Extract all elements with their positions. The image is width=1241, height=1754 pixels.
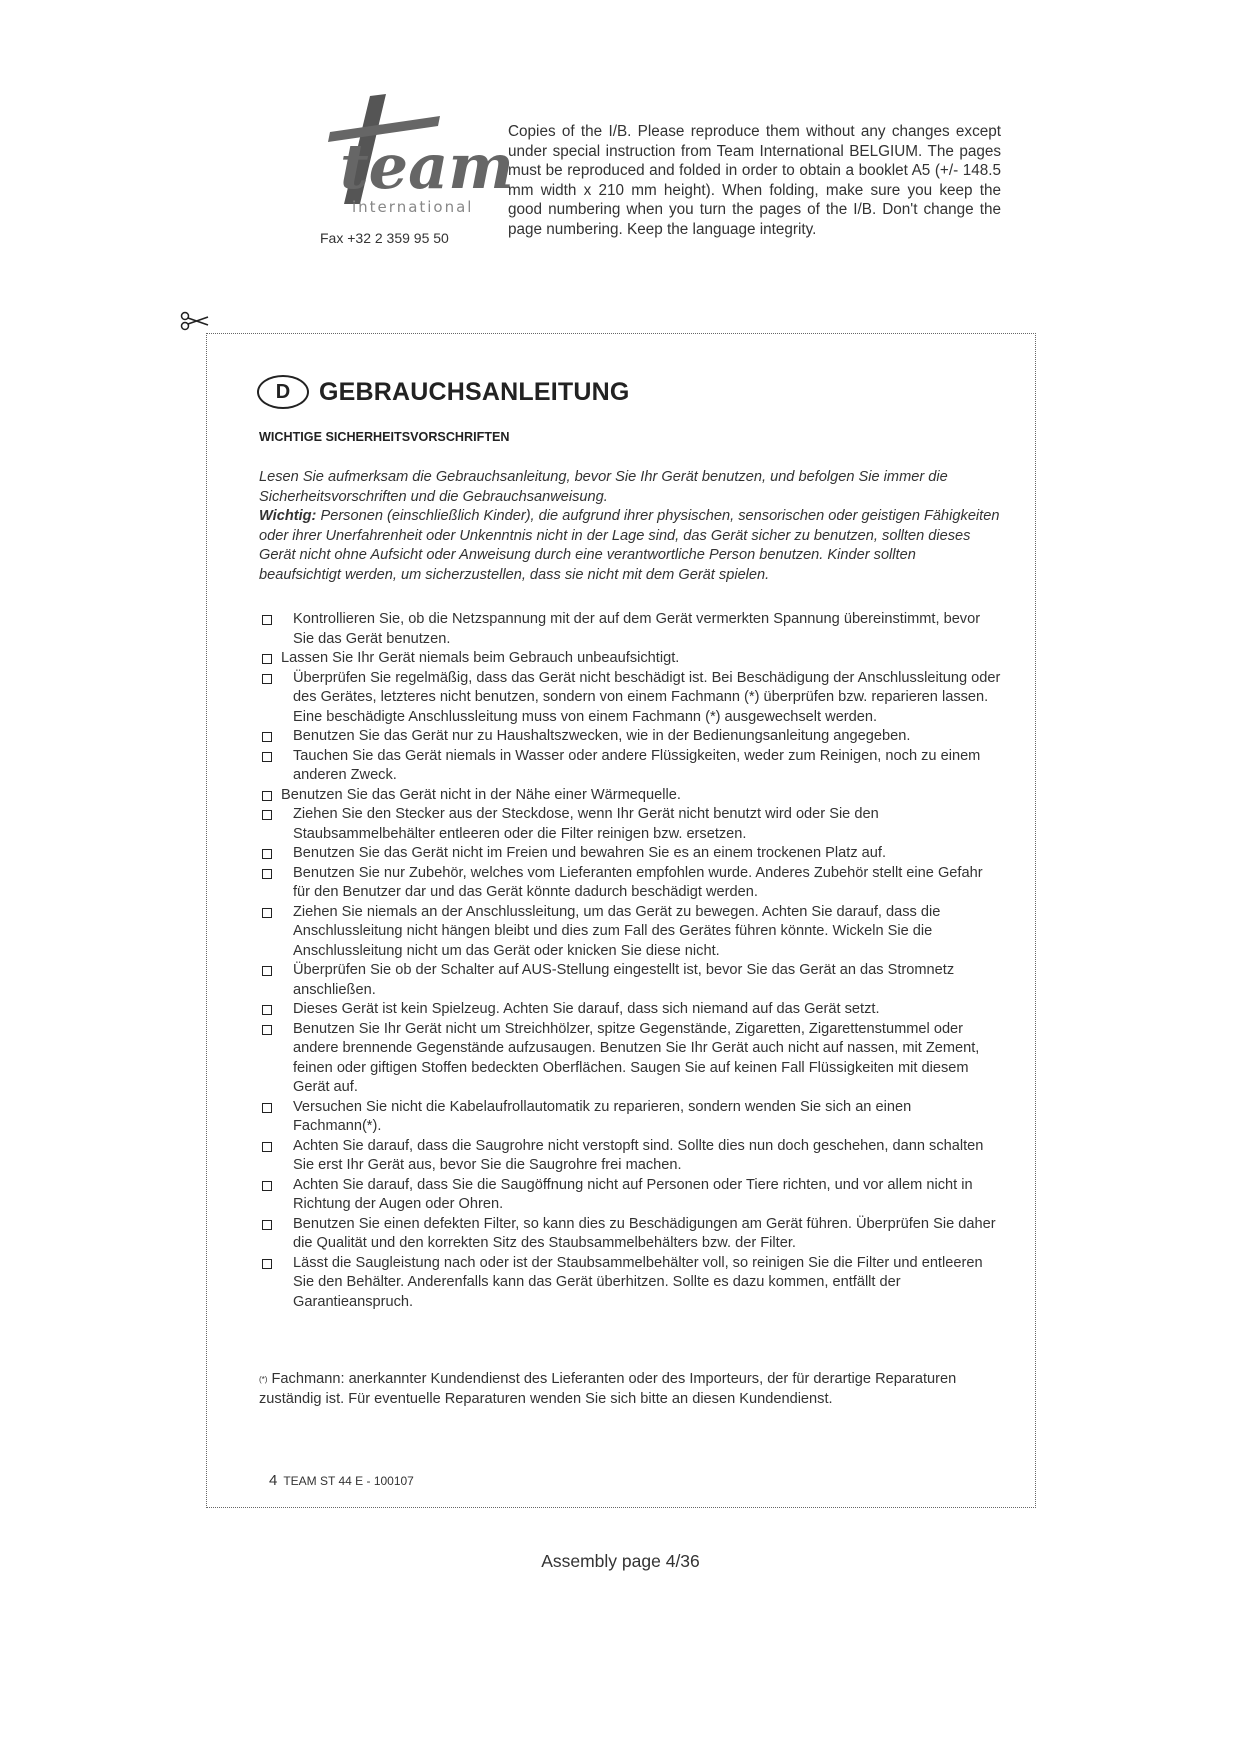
checkbox-bullet-icon: [262, 849, 272, 859]
list-item: [259, 1137, 1001, 1176]
rule-text: Ziehen Sie niemals an der Anschlussleitung, um das Gerät zu bewegen. Achten Sie darauf, dass die Anschlussleitung nicht hängen bleibt und dies zum Fall des Gerätes führen könnte. Wickeln Sie die Anschlussleitung nicht um das Gerät oder knicken Sie diese nicht.: [293, 903, 941, 959]
important-text: Personen (einschließlich Kinder), die aufgrund ihrer physischen, sensorischen oder geistigen Fähigkeiten oder ihrer Unerfahrenheit oder Unkenntnis nicht in der Lage sind, das Gerät sicher zu benutzen, sollten dieses Gerät nicht ohne Aufsicht oder Anweisung durch eine verantwortliche Person benutzen. Kinder sollten beaufsichtigt werden, um sicherzustellen, dass sie nicht mit dem Gerät spielen.: [259, 508, 1000, 583]
rule-text: Kontrollieren Sie, ob die Netzspannung mit der auf dem Gerät vermerkten Spannung übereinstimmt, bevor Sie das Gerät benutzen.: [293, 611, 981, 647]
list-item: [259, 786, 1001, 806]
team-logo: [300, 92, 514, 217]
header: [300, 92, 1020, 262]
list-item: [259, 1020, 1001, 1098]
rule-text: Dieses Gerät ist kein Spielzeug. Achten Sie darauf, dass sich niemand auf das Gerät setzt.: [293, 1001, 880, 1017]
checkbox-bullet-icon: [262, 1142, 272, 1152]
fax-number: Fax +32 2 359 95 50: [320, 230, 449, 246]
rule-text: Benutzen Sie einen defekten Filter, so kann dies zu Beschädigungen am Gerät führen. Überprüfen Sie daher die Qualität und den korrekten Sitz des Staubsammelbehälters bzw. der Filter.: [293, 1215, 996, 1251]
intro-text: [259, 468, 1001, 585]
checkbox-bullet-icon: [262, 1005, 272, 1015]
checkbox-bullet-icon: [262, 1220, 272, 1230]
rule-text: Ziehen Sie den Stecker aus der Steckdose, wenn Ihr Gerät nicht benutzt wird oder Sie den Staubsammelbehälter entleeren oder die Filter reinigen bzw. ersetzen.: [293, 806, 879, 842]
checkbox-bullet-icon: [262, 615, 272, 625]
checkbox-bullet-icon: [262, 732, 272, 742]
page-title: GEBRAUCHSANLEITUNG: [319, 377, 630, 406]
list-item: [259, 649, 1001, 669]
rule-text: Lässt die Saugleistung nach oder ist der Staubsammelbehälter voll, so reinigen Sie die Filter und entleeren Sie den Behälter. Anderenfalls kann das Gerät überhitzen. Sollte es dazu kommen, entfällt der Garantieanspruch.: [293, 1254, 983, 1310]
checkbox-bullet-icon: [262, 674, 272, 684]
checkbox-bullet-icon: [262, 1181, 272, 1191]
list-item: [259, 1254, 1001, 1313]
rule-text: Benutzen Sie das Gerät nicht in der Nähe einer Wärmequelle.: [281, 786, 681, 803]
footnote-mark: (*): [259, 1375, 268, 1384]
checkbox-bullet-icon: [262, 908, 272, 918]
checkbox-bullet-icon: [262, 752, 272, 762]
footnote-text: Fachmann: anerkannter Kundendienst des Lieferanten oder des Importeurs, der für derartige Reparaturen zuständig ist. Für eventuelle Reparaturen wenden Sie sich bitte an diesen Kundendienst.: [259, 1371, 957, 1407]
checkbox-bullet-icon: [262, 810, 272, 820]
checkbox-bullet-icon: [262, 966, 272, 976]
rule-text: Versuchen Sie nicht die Kabelaufrollautomatik zu reparieren, sondern wenden Sie sich an einen Fachmann(*).: [293, 1098, 912, 1134]
list-item: [259, 961, 1001, 1000]
assembly-page-label: Assembly page 4/36: [541, 1551, 700, 1571]
checkbox-bullet-icon: [262, 654, 272, 664]
rule-text: Benutzen Sie nur Zubehör, welches vom Lieferanten empfohlen wurde. Anderes Zubehör stellt eine Gefahr für den Benutzer dar und das Gerät könnte dadurch beschädigt werden.: [293, 864, 983, 900]
list-item: [259, 1098, 1001, 1137]
list-item: [259, 1176, 1001, 1215]
checkbox-bullet-icon: [262, 1103, 272, 1113]
language-badge: D: [257, 375, 309, 409]
checkbox-bullet-icon: [262, 869, 272, 879]
list-item: [259, 669, 1001, 728]
rule-text: Achten Sie darauf, dass Sie die Saugöffnung nicht auf Personen oder Tiere richten, und vor allem nicht in Richtung der Augen oder Ohren.: [293, 1176, 973, 1212]
list-item: [259, 727, 1001, 747]
list-item: [259, 747, 1001, 786]
logo-subtitle: international: [352, 198, 474, 216]
intro-paragraph: Lesen Sie aufmerksam die Gebrauchsanleitung, bevor Sie Ihr Gerät benutzen, und befolgen Sie immer die Sicherheitsvorschriften und die Gebrauchsanweisung.: [259, 469, 948, 505]
reproduction-instructions: Copies of the I/B. Please reproduce them without any changes except under special instruction from Team International BELGIUM. The pages must be reproduced and folded in order to obtain a booklet A5 (+/- 148.5 mm width x 210 mm height). When folding, make sure you keep the good numbering when you turn the pages of the I/B. Don't change the page numbering. Keep the language integrity.: [508, 123, 1001, 238]
rule-text: Achten Sie darauf, dass die Saugrohre nicht verstopft sind. Sollte dies nun doch geschehen, dann schalten Sie erst Ihr Gerät aus, bevor Sie die Saugrohre frei machen.: [293, 1137, 984, 1173]
rule-text: Benutzen Sie Ihr Gerät nicht um Streichhölzer, spitze Gegenstände, Zigaretten, Zigarettenstummel oder andere brennende Gegenstände aufzusaugen. Benutzen Sie Ihr Gerät auch nicht auf nassen, mit Zement, feinen oder giftigen Stoffen bedeckten Oberflächen. Saugen Sie auf keinen Fall Flüssigkeiten mit diesem Gerät auf.: [293, 1020, 980, 1095]
checkbox-bullet-icon: [262, 1025, 272, 1035]
list-item: [259, 1000, 1001, 1020]
title-row: [257, 372, 630, 412]
list-item: [259, 844, 1001, 864]
safety-rules-list: [259, 610, 1001, 1312]
logo-word: team: [340, 130, 514, 203]
list-item: [259, 903, 1001, 962]
list-item: [259, 610, 1001, 649]
rule-text: Überprüfen Sie ob der Schalter auf AUS-Stellung eingestellt ist, bevor Sie das Gerät an das Stromnetz anschließen.: [293, 962, 955, 998]
list-item: [259, 1215, 1001, 1254]
footnote: [259, 1370, 1001, 1409]
checkbox-bullet-icon: [262, 791, 272, 801]
rule-text: Tauchen Sie das Gerät niemals in Wasser oder andere Flüssigkeiten, weder zum Reinigen, noch zu einem anderen Zweck.: [293, 747, 981, 783]
page-footer: [269, 1472, 414, 1489]
rule-text: Lassen Sie Ihr Gerät niemals beim Gebrauch unbeaufsichtigt.: [281, 650, 680, 666]
rule-text: Benutzen Sie das Gerät nicht im Freien und bewahren Sie es an einem trockenen Platz auf.: [293, 845, 887, 861]
booklet-page-frame: [206, 333, 1036, 1508]
intro-important: [259, 507, 1001, 585]
list-item: [259, 864, 1001, 903]
scissors-icon: [180, 310, 210, 332]
rule-text: Benutzen Sie das Gerät nur zu Haushaltszwecken, wie in der Bedienungsanleitung angegeben.: [293, 728, 911, 744]
rule-text: Überprüfen Sie regelmäßig, dass das Gerät nicht beschädigt ist. Bei Beschädigung der Anschlussleitung oder des Gerätes, letzteres nicht benutzen, sondern von einem Fachmann (*) überprüfen bzw. reparieren lassen. Eine beschädigte Anschlussleitung muss von einem Fachmann (*) ausgewechselt werden.: [293, 669, 1001, 725]
checkbox-bullet-icon: [262, 1259, 272, 1269]
list-item: [259, 805, 1001, 844]
document-code: TEAM ST 44 E - 100107: [283, 1474, 414, 1488]
section-heading: WICHTIGE SICHERHEITSVORSCHRIFTEN: [259, 430, 510, 444]
important-label: Wichtig:: [259, 508, 317, 524]
page-number: 4: [269, 1472, 278, 1489]
